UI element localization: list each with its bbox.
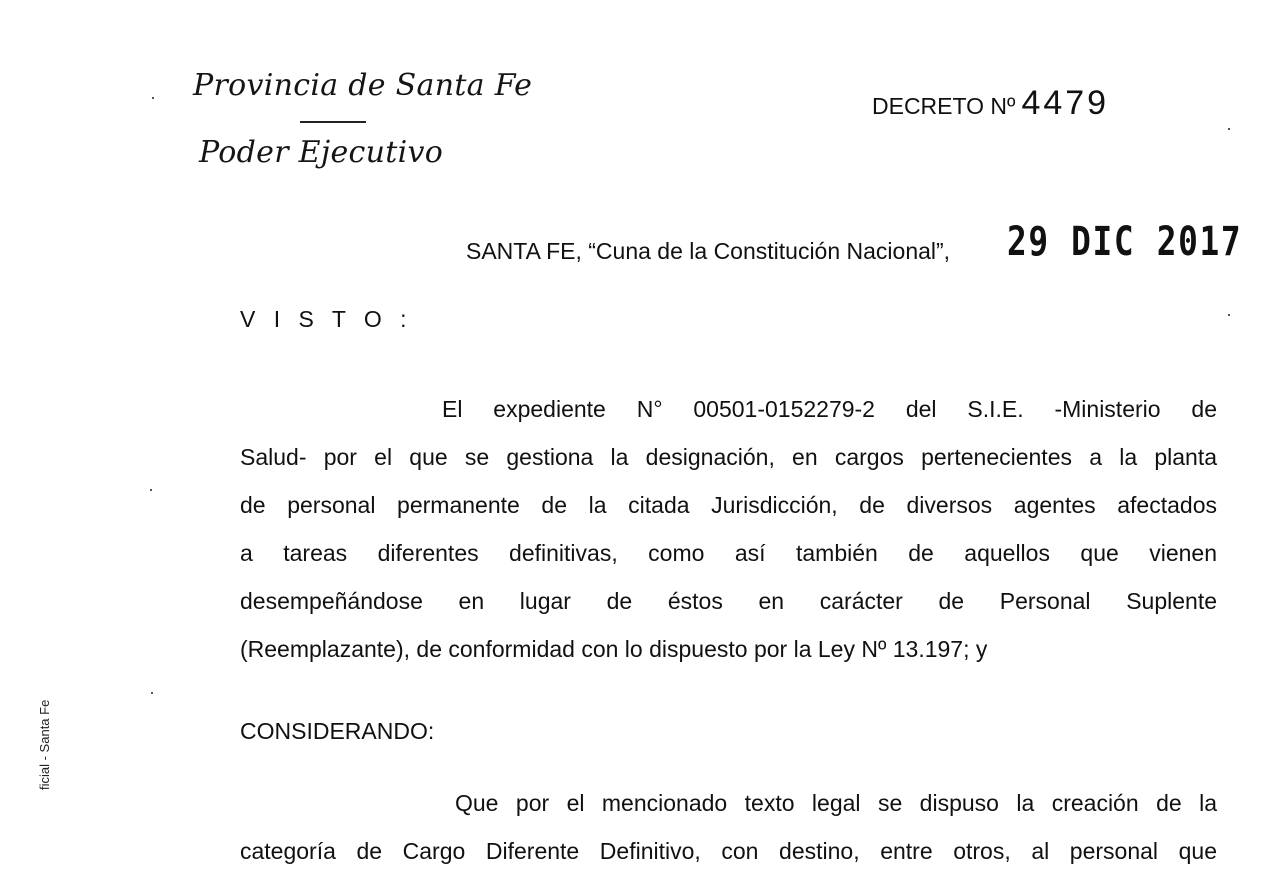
scan-speck <box>152 97 154 99</box>
text-line: desempeñándose en lugar de éstos en carácter de Personal Suplente <box>240 588 1217 614</box>
letterhead-power: Poder Ejecutivo <box>199 135 444 170</box>
decree-label: DECRETO Nº <box>872 93 1016 119</box>
visto-heading: V I S T O : <box>240 306 413 332</box>
decree-number-block <box>872 84 1109 123</box>
scan-speck <box>150 489 152 491</box>
considerando-heading: CONSIDERANDO: <box>240 718 435 744</box>
text-line: Que por el mencionado texto legal se dispuso la creación de la <box>455 790 1217 816</box>
text-line: (Reemplazante), de conformidad con lo dispuesto por la Ley Nº 13.197; y <box>240 636 988 662</box>
text-line: a tareas diferentes definitivas, como así también de aquellos que vienen <box>240 540 1217 566</box>
text-line: categoría de Cargo Diferente Definitivo, con destino, entre otros, al personal que <box>240 838 1217 864</box>
text-line: El expediente N° 00501-0152279-2 del S.I.E. -Ministerio de <box>442 396 1217 422</box>
stamped-date: 29 DIC 2017 <box>1007 219 1243 265</box>
letterhead-divider <box>300 121 366 123</box>
text-line: Salud- por el que se gestiona la designación, en cargos pertenecientes a la planta <box>240 444 1217 470</box>
letterhead-province: Provincia de Santa Fe <box>193 68 533 103</box>
text-line: de personal permanente de la citada Jurisdicción, de diversos agentes afectados <box>240 492 1217 518</box>
side-margin-stamp: ficial - Santa Fe <box>37 699 52 790</box>
decree-number: 4479 <box>1021 84 1110 122</box>
scan-speck <box>1228 128 1230 130</box>
scan-speck <box>1228 314 1230 316</box>
considerando-paragraph <box>240 779 1217 875</box>
scan-speck <box>151 692 153 694</box>
visto-paragraph <box>240 385 1217 673</box>
place-line: SANTA FE, “Cuna de la Constitución Nacional”, <box>466 238 951 264</box>
